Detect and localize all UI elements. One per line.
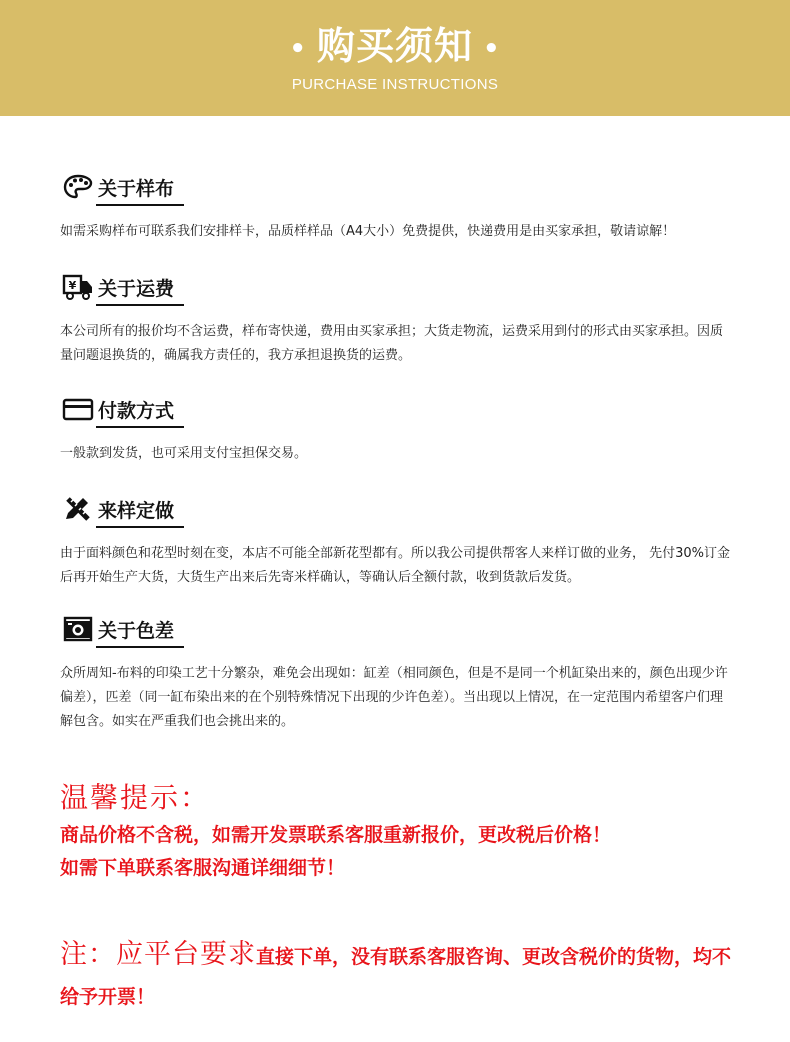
credit-card-icon [62,394,94,424]
section-heading [60,170,190,206]
section-shipping [60,270,740,368]
heading-underline [96,526,184,528]
bullet-right: • [483,33,501,64]
section-heading [60,392,190,428]
pencil-ruler-icon [62,494,94,524]
heading-underline [96,646,184,648]
page-title-text: 购买须知 [316,24,473,68]
section-sample-fabric [60,170,740,244]
section-color-difference [60,612,740,734]
section-body: 众所周知-布料的印染工艺十分繁杂，难免会出现如：缸差（相同颜色，但是不是同一个机缸染出来的，颜色出现少许偏差），匹差（同一缸布染出来的在个别特殊情况下出现的少许色差）。当出现以上情况，在一定范围内希望客户们理解包含。如实在严重我们也会挑出来的。 [60,666,728,729]
section-title: 来样定做 [98,500,175,522]
section-title: 付款方式 [98,400,175,422]
section-title: 关于运费 [98,278,175,300]
page-title [0,22,790,73]
page-subtitle: PURCHASE INSTRUCTIONS [291,76,499,93]
section-body: 一般款到发货，也可采用支付宝担保交易。 [60,446,308,461]
platform-note [60,935,740,1017]
camera-icon [62,614,94,644]
header-banner [0,0,790,116]
delivery-truck-icon [62,272,94,302]
heading-underline [96,204,184,206]
section-custom-order [60,492,740,590]
section-title: 关于样布 [98,178,175,200]
palette-icon [62,172,94,202]
section-heading [60,612,190,648]
bullet-left: • [289,33,307,64]
section-body: 如需采购样布可联系我们安排样卡，品质样样品（A4大小）免费提供，快递费用是由买家承担，敬请谅解！ [60,224,676,239]
note-lead: 注：应平台要求 [60,939,256,970]
heading-underline [96,426,184,428]
note-rest: 直接下单，没有联系客服咨询、更改含税价的货物，均不给予开票！ [60,946,732,1008]
svg-text:¥: ¥ [68,279,77,292]
section-body: 由于面料颜色和花型时刻在变，本店不可能全部新花型都有。所以我公司提供帮客人来样订做的业务， 先付30%订金后再开始生产大货，大货生产出来后先寄米样确认，等确认后全额付款，收到货款后发货。 [60,546,731,585]
tips-line-tax: 商品价格不含税，如需开发票联系客服重新报价，更改税后价格！ [60,824,612,846]
section-payment [60,392,740,466]
tips-title: 温馨提示： [60,781,211,814]
heading-underline [96,304,184,306]
section-title: 关于色差 [98,620,175,642]
section-heading [60,492,190,528]
section-body: 本公司所有的报价均不含运费，样布寄快递，费用由买家承担；大货走物流，运费采用到付的形式由买家承担。因质量问题退换货的，确属我方责任的，我方承担退换货的运费。 [60,324,724,363]
section-heading [60,270,190,306]
tips-line-order: 如需下单联系客服沟通详细细节！ [60,857,346,879]
